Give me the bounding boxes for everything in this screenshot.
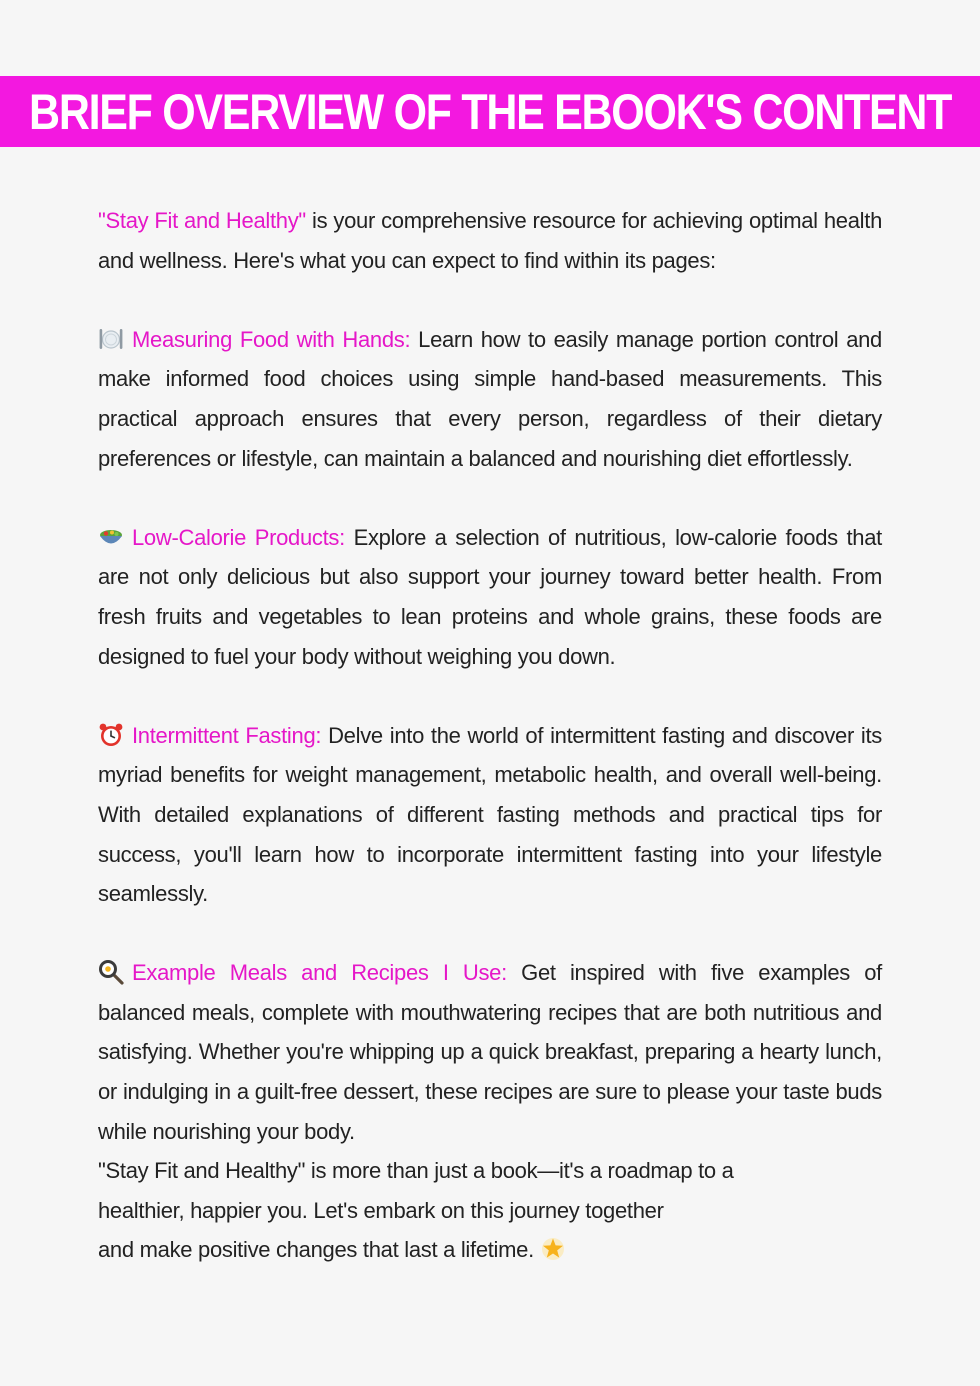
frying-pan-egg-icon xyxy=(98,959,124,985)
salad-bowl-icon xyxy=(98,524,124,550)
closing-line-text: and make positive changes that last a lifetime. xyxy=(98,1237,534,1263)
intro-text: is your comprehensive resource for achieving optimal health and wellness. Here's what you can expect to find within its pages: xyxy=(98,208,882,273)
section-title: Measuring Food with Hands: xyxy=(132,326,411,352)
section-low-calorie xyxy=(98,518,882,676)
section-title: Intermittent Fasting: xyxy=(132,722,322,748)
section-intermittent-fasting xyxy=(98,716,882,914)
section-title: Low-Calorie Products: xyxy=(132,524,345,550)
section-body: Learn how to easily manage portion control and make informed food choices using simple hand-based measurements. This practical approach ensures that every person, regardless of their dietary preferences or lifestyle, can maintain a balanced and nourishing diet effortlessly. xyxy=(98,326,882,471)
glowing-star-icon xyxy=(540,1236,566,1262)
fork-knife-plate-icon xyxy=(98,326,124,352)
section-measuring-food xyxy=(98,320,882,478)
closing-line: "Stay Fit and Healthy" is more than just a book—it's a roadmap to a xyxy=(98,1158,734,1184)
section-body: Delve into the world of intermittent fasting and discover its myriad benefits for weight management, metabolic health, and overall well-being. With detailed explanations of different fasting methods and practical tips for success, you'll learn how to incorporate intermittent fasting into your lifestyle seamlessly. xyxy=(98,722,882,907)
title-banner xyxy=(0,76,980,147)
section-body: Explore a selection of nutritious, low-calorie foods that are not only delicious but also support your journey toward better health. From fresh fruits and vegetables to lean proteins and whole grains, these foods are designed to fuel your body without weighing you down. xyxy=(98,524,882,669)
ebook-overview xyxy=(98,201,882,1270)
alarm-clock-icon xyxy=(98,722,124,748)
section-example-meals xyxy=(98,953,882,1151)
intro-highlight: "Stay Fit and Healthy" xyxy=(98,208,306,233)
closing-line: healthier, happier you. Let's embark on this journey together xyxy=(98,1197,664,1223)
closing-line-last xyxy=(98,1230,882,1270)
section-body: Get inspired with five examples of balanced meals, complete with mouthwatering recipes that are both nutritious and satisfying. Whether you're whipping up a quick breakfast, preparing a hearty lunch, or indulging in a guilt-free dessert, these recipes are sure to please your taste buds while nourishing your body. xyxy=(98,960,882,1144)
page-title: BRIEF OVERVIEW OF THE EBOOK'S CONTENT xyxy=(28,83,952,140)
section-title: Example Meals and Recipes I Use: xyxy=(132,960,507,986)
closing-paragraph xyxy=(98,1151,882,1270)
intro-paragraph xyxy=(98,201,882,280)
